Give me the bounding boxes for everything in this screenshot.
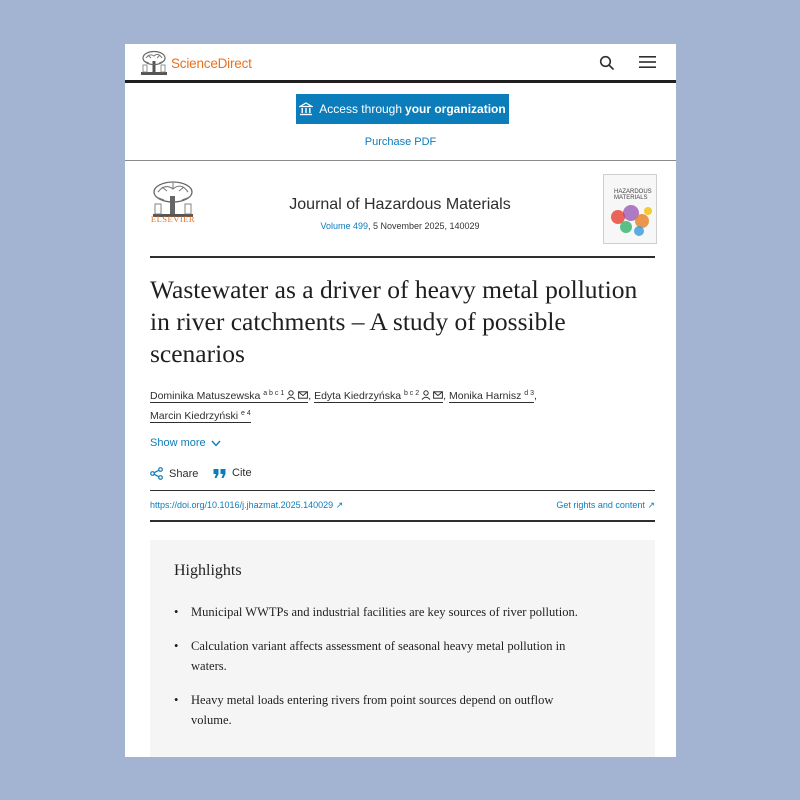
journal-cover[interactable]	[603, 174, 657, 244]
rights-link[interactable]	[556, 500, 655, 511]
highlight-item: • Calculation variant affects assessment of seasonal heavy metal pollution in waters.	[174, 636, 594, 676]
doi-link[interactable]	[150, 500, 343, 511]
purchase-pdf-link[interactable]: Purchase PDF	[364, 136, 437, 148]
brand-name: ScienceDirect	[171, 55, 252, 71]
access-label-bold: your organization	[405, 102, 506, 116]
envelope-icon	[433, 390, 443, 400]
author-link[interactable]	[314, 390, 443, 403]
author-separator: ,	[308, 390, 312, 402]
author-separator: ,	[534, 390, 537, 402]
elsevier-wordmark: ELSEVIER	[150, 214, 196, 224]
journal-title[interactable]: Journal of Hazardous Materials	[289, 196, 511, 213]
author-affiliation: b c 2	[403, 390, 420, 397]
envelope-icon	[298, 390, 308, 400]
article-title: Wastewater as a driver of heavy metal pollution in river catchments – A study of possible scenarios	[150, 275, 638, 368]
author-name: Marcin Kiedrzyński	[150, 410, 239, 422]
top-bar	[125, 44, 676, 83]
person-icon	[286, 390, 296, 400]
highlight-item: • Municipal WWTPs and industrial facilities are key sources of river pollution.	[174, 602, 594, 622]
author-link[interactable]	[150, 410, 251, 423]
issue-date: , 5 November 2025, 140029	[367, 221, 480, 231]
author-link[interactable]	[449, 390, 534, 403]
author-name: Edyta Kiedrzyńska	[314, 390, 402, 402]
quote-icon	[213, 468, 226, 479]
divider	[125, 160, 676, 161]
external-link-icon: ↗	[647, 500, 655, 510]
show-more-button[interactable]	[150, 437, 221, 449]
share-label: Share	[169, 467, 199, 480]
cite-button[interactable]	[213, 467, 252, 479]
cover-title-line1: HAZARDOUS	[614, 189, 652, 195]
highlights-section	[150, 540, 655, 757]
journal-meta	[225, 221, 575, 231]
access-label: Access through	[319, 102, 403, 116]
share-icon	[150, 467, 163, 480]
author-name: Monika Harnisz	[449, 390, 522, 402]
author-affiliation: d 3	[524, 390, 535, 397]
cover-title-line2: MATERIALS	[614, 195, 648, 201]
author-name: Dominika Matuszewska	[150, 390, 261, 402]
highlight-item: • Heavy metal loads entering rivers from point sources depend on outflow volume.	[174, 690, 594, 730]
show-more-label: Show more	[150, 437, 206, 449]
author-link[interactable]	[150, 390, 308, 403]
rights-text: Get rights and content	[556, 500, 645, 510]
share-button[interactable]	[150, 467, 198, 480]
volume-link[interactable]: Volume 499	[320, 221, 368, 231]
sciencedirect-logo[interactable]	[140, 49, 252, 77]
divider	[150, 520, 655, 522]
search-icon[interactable]	[599, 55, 615, 71]
institution-icon	[299, 102, 313, 116]
highlights-title: Highlights	[174, 562, 242, 579]
elsevier-tree-icon	[140, 50, 168, 76]
doi-text: https://doi.org/10.1016/j.jhazmat.2025.140029	[150, 500, 334, 510]
author-separator: ,	[443, 390, 447, 402]
author-list	[150, 385, 650, 425]
chevron-down-icon	[211, 440, 221, 447]
journal-cover-image	[604, 175, 656, 243]
author-affiliation: e 4	[241, 410, 251, 417]
menu-icon[interactable]	[639, 55, 656, 69]
highlights-list	[174, 602, 594, 744]
divider	[150, 490, 655, 491]
divider	[150, 256, 655, 258]
cite-label: Cite	[232, 467, 252, 479]
article-page	[125, 44, 676, 757]
author-affiliation: a b c 1	[263, 390, 285, 397]
external-link-icon: ↗	[335, 500, 344, 510]
person-icon	[421, 390, 431, 400]
access-organization-button[interactable]	[296, 94, 509, 124]
